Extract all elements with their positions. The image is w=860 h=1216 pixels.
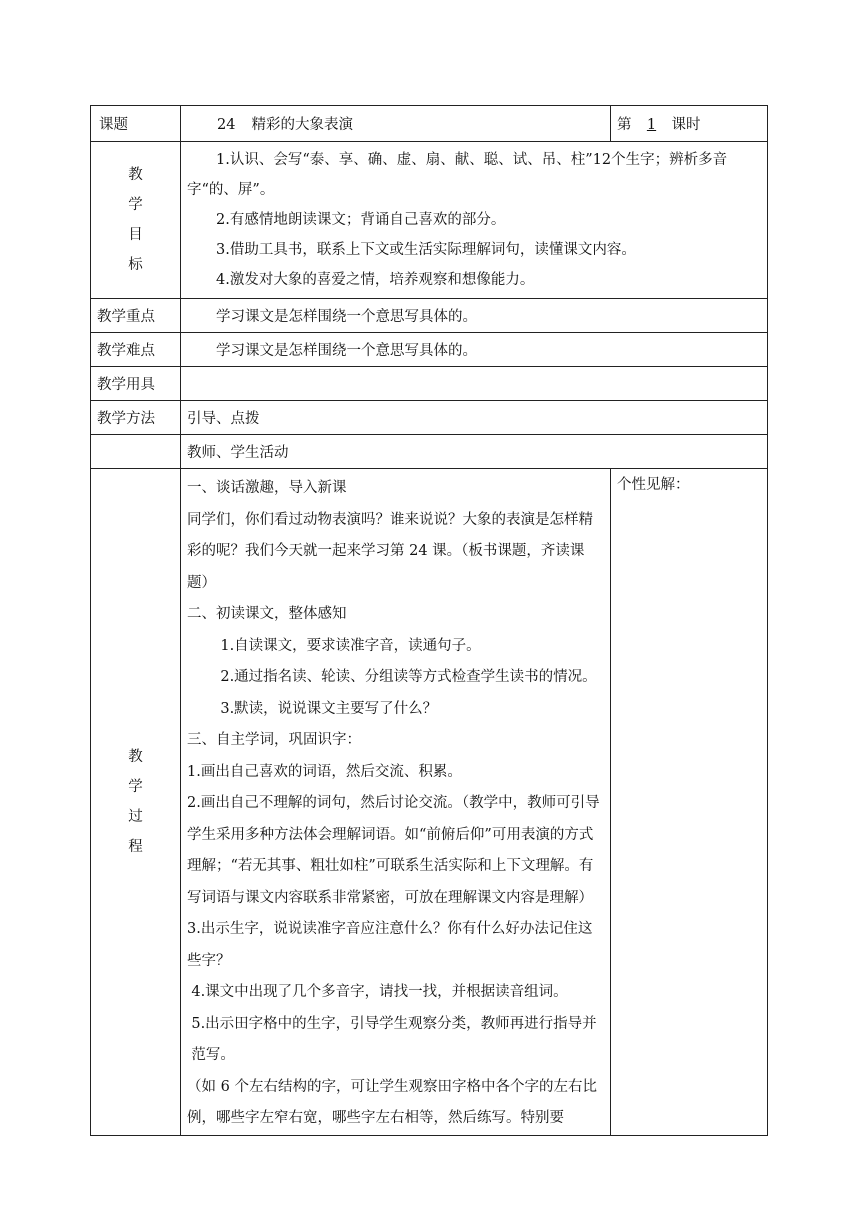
process-line: （如 6 个左右结构的字，可让学生观察田字格中各个字的左右比例，哪些字左窄右宽，哪些字左右相等，然后练写。特别要 (187, 1078, 597, 1126)
lesson-title-cell (181, 106, 611, 142)
process-label-char: 学 (128, 778, 143, 795)
goal-item: 2.有感情地朗读课文；背诵自己喜欢的部分。 (216, 212, 506, 228)
lesson-title: 精彩的大象表演 (251, 117, 353, 133)
period-value: 1 (646, 117, 657, 133)
process-line: 一、谈话激趣，导入新课 (187, 480, 347, 496)
method-label: 教学方法 (91, 401, 181, 435)
period-cell (611, 106, 768, 142)
goals-label-char: 教 (128, 167, 143, 183)
topic-label: 课题 (91, 106, 181, 142)
method-text: 引导、点拨 (181, 401, 768, 435)
personal-insight-label: 个性见解： (617, 477, 690, 493)
period-prefix: 第 (617, 117, 632, 133)
process-line: 3.出示生字，说说读准字音应注意什么？你有什么好办法记住这些字？ (187, 921, 593, 969)
tools-row (91, 367, 768, 401)
process-line: 2.通过指名读、轮读、分组读等方式检查学生读书的情况。 (220, 669, 597, 685)
period-suffix: 课时 (671, 117, 701, 133)
goals-content (181, 142, 768, 299)
process-line: 三、自主学词，巩固识字： (187, 732, 361, 748)
lesson-number: 24 (217, 117, 236, 133)
difficulty-text: 学习课文是怎样围绕一个意思写具体的。 (181, 333, 768, 367)
process-row (91, 469, 768, 1136)
process-line: 2.画出自己不理解的词句，然后讨论交流。（教学中，教师可引导学生采用多种方法体会理解词语。如“前俯后仰”可用表演的方式理解；“若无其事、粗壮如柱”可联系生活实际和上下文理解。有写词语与课文内容联系非常紧密，可放在理解课文内容是理解） (187, 795, 600, 906)
process-label-char: 过 (128, 808, 143, 825)
key-point-row (91, 299, 768, 333)
tools-text (181, 367, 768, 401)
process-content (181, 469, 611, 1136)
goal-item: 3.借助工具书，联系上下文或生活实际理解词句，读懂课文内容。 (216, 242, 636, 258)
tools-label: 教学用具 (91, 367, 181, 401)
activity-header-text: 教师、学生活动 (181, 435, 768, 469)
personal-insight-cell (611, 469, 768, 1136)
activity-header-row (91, 435, 768, 469)
process-line: 1.画出自己喜欢的词语，然后交流、积累。 (187, 763, 462, 780)
process-line: 二、初读课文，整体感知 (187, 606, 347, 622)
activity-header-blank (91, 435, 181, 469)
difficulty-row (91, 333, 768, 367)
goal-item: 1.认识、会写“泰、享、确、虚、扇、献、聪、试、吊、柱”12个生字；辨析多音字“的、屏”。 (187, 152, 728, 198)
process-line: 3.默读，说说课文主要写了什么？ (220, 700, 438, 717)
process-line: 1.自读课文，要求读准字音，读通句子。 (220, 637, 481, 654)
process-line: 同学们，你们看过动物表演吗？谁来说说？大象的表演是怎样精彩的呢？我们今天就一起来学习第 24 课。（板书课题，齐读课题） (187, 511, 593, 591)
goal-item: 4.激发对大象的喜爱之情，培养观察和想像能力。 (216, 272, 535, 288)
process-label (91, 469, 181, 1136)
process-line: 5.出示田字格中的生字，引导学生观察分类，教师再进行指导并范写。 (191, 1015, 597, 1063)
lesson-plan-table (90, 105, 768, 1136)
goals-row (91, 142, 768, 299)
key-point-text: 学习课文是怎样围绕一个意思写具体的。 (181, 299, 768, 333)
goals-label-char: 目 (128, 227, 143, 243)
process-label-char: 程 (128, 838, 143, 855)
title-row (91, 106, 768, 142)
method-row (91, 401, 768, 435)
process-label-char: 教 (128, 748, 143, 765)
goals-label (91, 142, 181, 299)
key-point-label: 教学重点 (91, 299, 181, 333)
process-line: 4.课文中出现了几个多音字，请找一找，并根据读音组词。 (191, 984, 568, 1000)
goals-label-char: 学 (128, 197, 143, 213)
goals-label-char: 标 (128, 257, 143, 273)
difficulty-label: 教学难点 (91, 333, 181, 367)
